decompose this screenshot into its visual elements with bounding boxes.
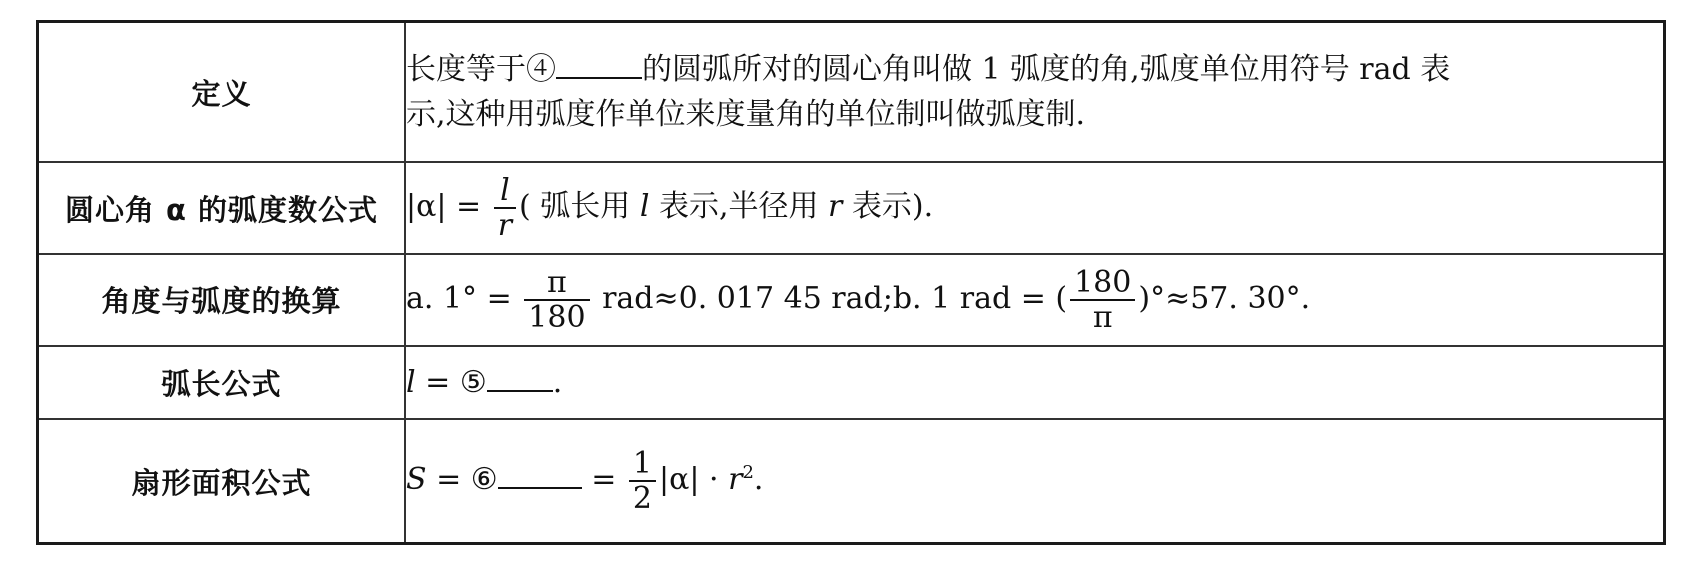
var-s: S xyxy=(406,462,427,498)
fraction-l-over-r xyxy=(494,174,516,242)
fraction-numerator: l xyxy=(494,174,516,209)
var-r: r xyxy=(828,189,843,225)
equals-sign: = xyxy=(426,462,471,498)
conversion-part-c: )°≈57. 30°. xyxy=(1138,280,1311,316)
abs-alpha: |α| = xyxy=(406,189,482,225)
formula-note-start: ( 弧长用 xyxy=(519,189,640,225)
table-row-radian-formula xyxy=(38,162,1665,254)
fraction-numerator: 1 xyxy=(629,447,656,482)
equals-sign-2: = xyxy=(581,462,626,498)
var-l: l xyxy=(639,189,650,225)
conversion-part-a: a. 1° = xyxy=(406,280,512,316)
definition-line-1 xyxy=(406,47,1663,92)
fraction-numerator: 180 xyxy=(1070,266,1135,301)
var-l: l xyxy=(406,365,416,401)
fraction-pi-over-180 xyxy=(524,266,589,334)
fill-in-blank-6[interactable] xyxy=(498,463,582,489)
row-content-conversion xyxy=(405,254,1665,346)
table-row-definition xyxy=(38,22,1665,163)
row-label-arc-length: 弧长公式 xyxy=(38,346,406,420)
knowledge-table xyxy=(36,20,1666,545)
definition-text-rest: 的圆弧所对的圆心角叫做 1 弧度的角,弧度单位用符号 rad 表 xyxy=(642,52,1451,88)
table-row-arc-length xyxy=(38,346,1665,420)
formula-note-end: 表示). xyxy=(842,189,934,225)
row-content-definition xyxy=(405,22,1665,163)
fill-in-blank-4[interactable] xyxy=(556,53,642,79)
definition-text-start: 长度等于 xyxy=(406,52,526,88)
table-row-sector-area xyxy=(38,419,1665,543)
fraction-numerator: π xyxy=(524,266,589,301)
row-content-radian-formula xyxy=(405,162,1665,254)
fraction-denominator: 2 xyxy=(632,481,652,517)
period: . xyxy=(552,365,563,401)
fill-in-blank-5[interactable] xyxy=(487,366,553,392)
definition-line-2: 示,这种用弧度作单位来度量角的单位制叫做弧度制. xyxy=(406,97,1086,133)
blank-marker-6: ⑥ xyxy=(470,462,498,498)
table-row-conversion xyxy=(38,254,1665,346)
row-label-sector-area: 扇形面积公式 xyxy=(38,419,406,543)
row-content-arc-length xyxy=(405,346,1665,420)
formula-note-mid: 表示,半径用 xyxy=(649,189,829,225)
row-content-sector-area xyxy=(405,419,1665,543)
blank-marker-5: ⑤ xyxy=(459,365,487,401)
fraction-denominator: π xyxy=(1092,299,1113,335)
blank-marker-4: ④ xyxy=(526,52,556,88)
period: . xyxy=(753,462,764,498)
row-label-definition: 定义 xyxy=(38,22,406,163)
row-label-radian-formula: 圆心角 α 的弧度数公式 xyxy=(38,162,406,254)
fraction-one-half xyxy=(629,447,656,515)
var-r: r xyxy=(728,462,743,498)
abs-alpha-times: |α| · xyxy=(659,462,729,498)
exponent-2: 2 xyxy=(742,462,754,484)
conversion-part-b: rad≈0. 017 45 rad;b. 1 rad = ( xyxy=(602,280,1068,316)
row-label-conversion: 角度与弧度的换算 xyxy=(38,254,406,346)
fraction-180-over-pi xyxy=(1070,266,1135,334)
fraction-denominator: r xyxy=(497,208,513,244)
fraction-denominator: 180 xyxy=(528,299,586,335)
equals-sign: = xyxy=(415,365,460,401)
